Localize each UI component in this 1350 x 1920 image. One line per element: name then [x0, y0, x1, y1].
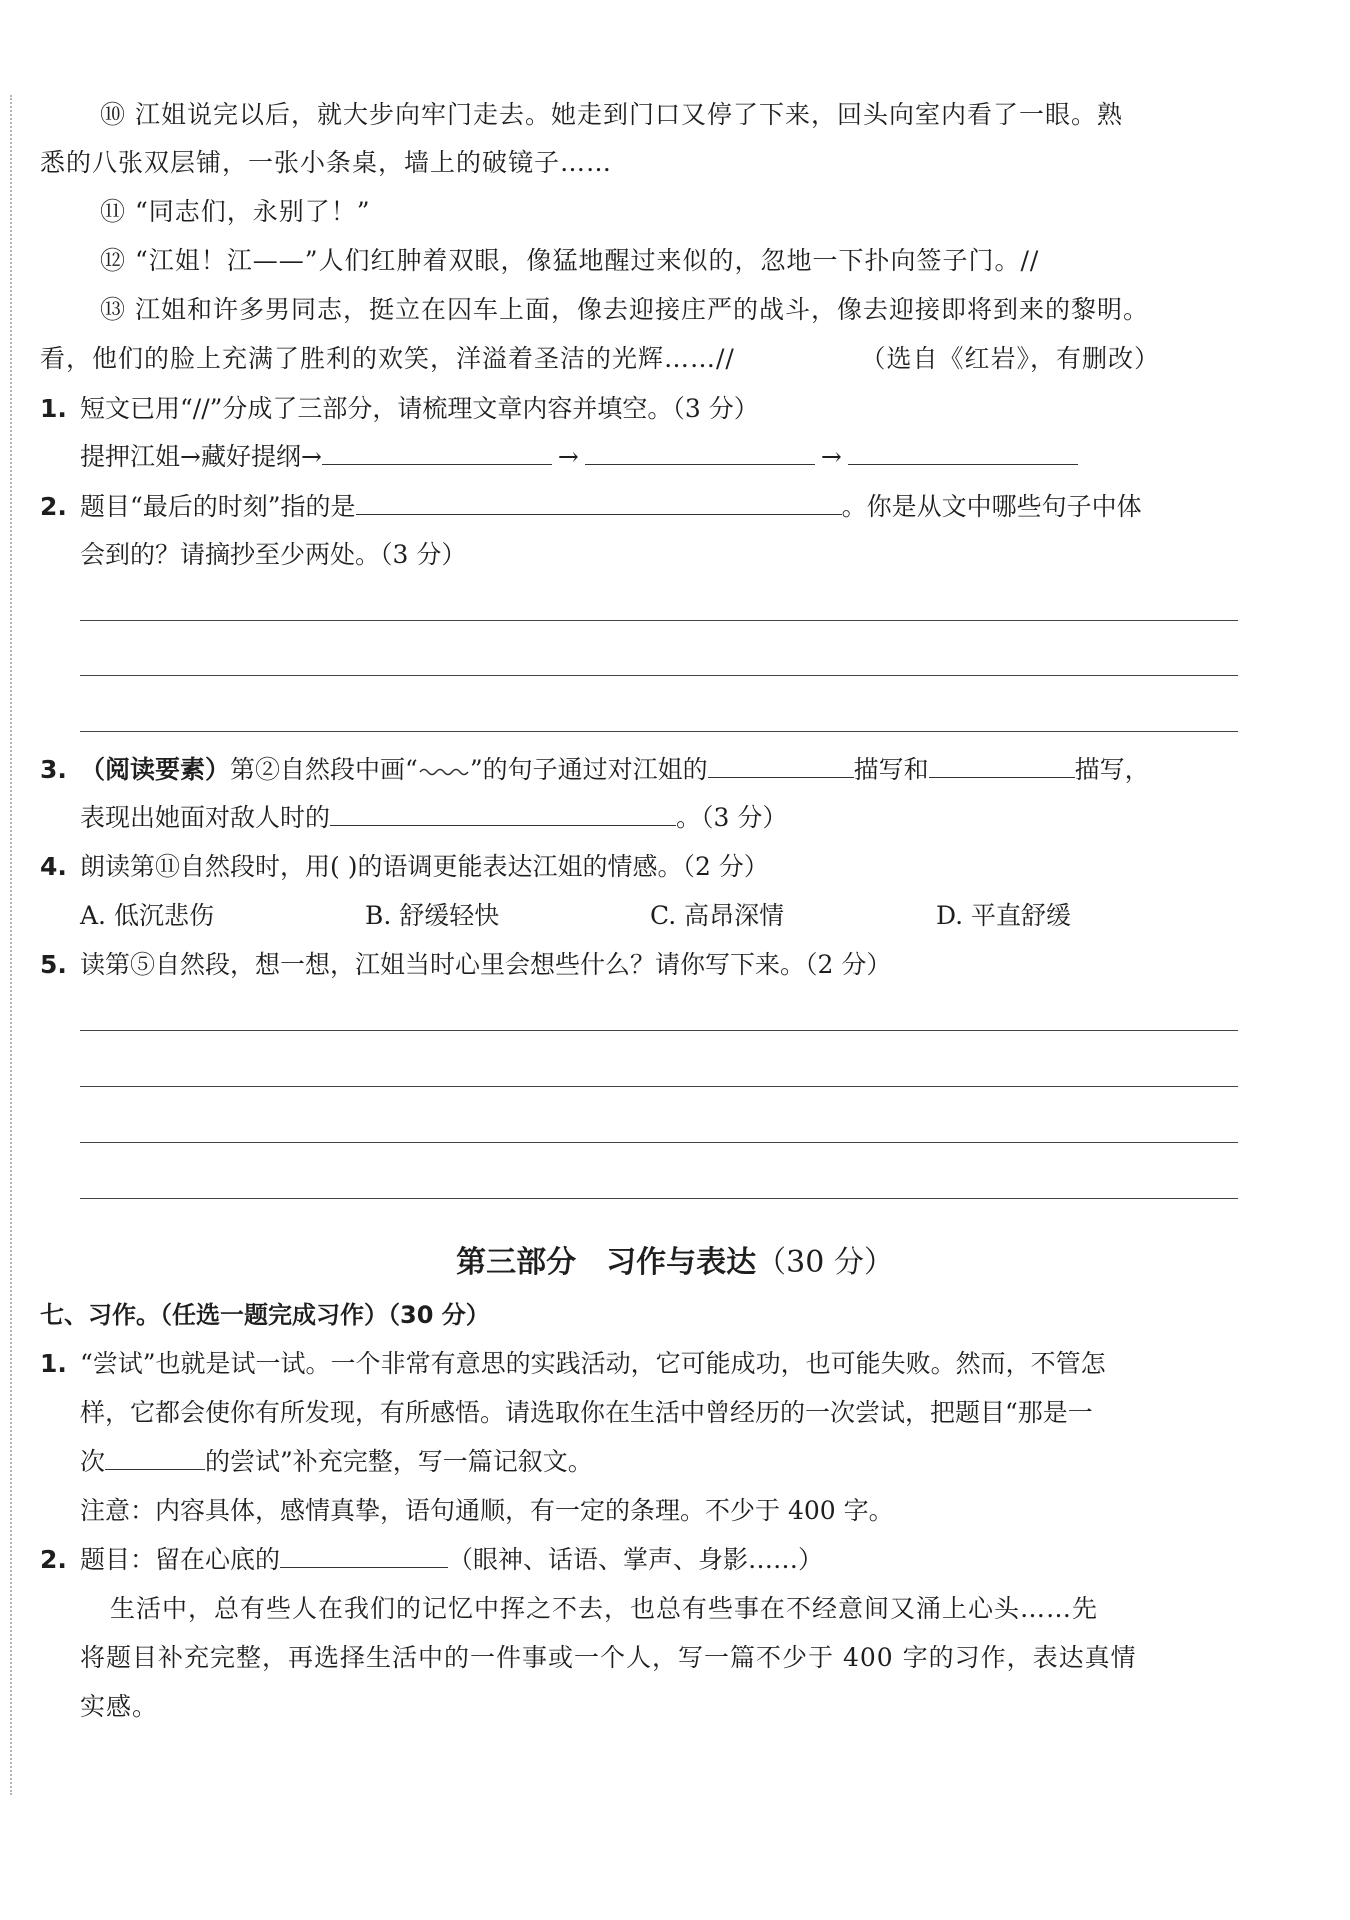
question-2-text-b: 。你是从文中哪些句子中体	[841, 492, 1142, 521]
answer-line[interactable]	[80, 1198, 1238, 1199]
topic-1-number: 1.	[40, 1349, 67, 1378]
topic-1-line1: “尝试”也就是试一试。一个非常有意思的实践活动，它可能成功，也可能失败。然而，不管怎	[80, 1349, 1106, 1378]
topic-1-line2: 样，它都会使你有所发现，有所感悟。请选取你在生活中曾经历的一次尝试，把题目“那是一	[80, 1398, 1093, 1427]
question-3	[40, 753, 1250, 787]
topic-2-line1: 生活中，总有些人在我们的记忆中挥之不去，也总有些事在不经意间又涌上心头……先	[110, 1594, 1099, 1623]
passage-p10-line1: ⑩ 江姐说完以后，就大步向牢门走去。她走到门口又停了下来，回头向室内看了一眼。熟	[100, 100, 1123, 129]
question-3-number: 3.	[40, 755, 67, 784]
topic-2-title-a: 题目：留在心底的	[80, 1545, 281, 1574]
option-a[interactable]: A. 低沉悲伤	[80, 901, 214, 930]
topic-2-blank[interactable]	[280, 1543, 448, 1568]
topic-2-title-b: （眼神、话语、掌声、身影……）	[448, 1545, 824, 1574]
topic-2-line2: 将题目补充完整，再选择生活中的一件事或一个人，写一篇不少于 400 字的习作，表达真情	[80, 1643, 1137, 1672]
topic-2	[40, 1543, 1250, 1577]
question-4-number: 4.	[40, 852, 67, 881]
topic-1-blank[interactable]	[105, 1445, 205, 1470]
answer-line[interactable]	[80, 1030, 1238, 1031]
passage-p10-line2: 悉的八张双层铺，一张小条桌，墙上的破镜子……	[40, 148, 613, 177]
question-3-text-c: 描写和	[853, 755, 929, 784]
section-seven-heading: 七、习作。（任选一题完成习作）（30 分）	[40, 1301, 490, 1329]
question-4	[40, 850, 1250, 884]
passage-p11: ⑪ “同志们，永别了！”	[100, 197, 371, 226]
question-5	[40, 948, 1250, 982]
passage-p13-text: 看，他们的脸上充满了胜利的欢笑，洋溢着圣洁的光辉……//	[40, 344, 735, 373]
part3-title: 第三部分 习作与表达	[456, 1245, 757, 1280]
arrow-icon: →	[820, 442, 842, 471]
topic-1-line3-b: 的尝试”补充完整，写一篇记叙文。	[205, 1447, 593, 1476]
option-b[interactable]: B. 舒缓轻快	[365, 901, 500, 930]
passage-p13-line2	[40, 342, 1250, 376]
question-3-text-d: 描写，	[1074, 755, 1150, 784]
question-1-blank-1[interactable]	[322, 440, 552, 465]
question-2-text-a: 题目“最后的时刻”指的是	[80, 492, 356, 521]
passage-p13-line1: ⑬ 江姐和许多男同志，挺立在囚车上面，像去迎接庄严的战斗，像去迎接即将到来的黎明。	[100, 295, 1149, 324]
topic-1-line3-a: 次	[80, 1447, 106, 1476]
question-3-text-a: 第②自然段中画“	[230, 755, 418, 784]
question-5-number: 5.	[40, 950, 67, 979]
wavy-underline-icon	[418, 766, 470, 778]
question-3-text-b: ”的句子通过对江姐的	[469, 755, 708, 784]
option-d[interactable]: D. 平直舒缓	[936, 901, 1072, 930]
question-1	[40, 392, 1250, 426]
answer-line[interactable]	[80, 731, 1238, 732]
question-3-blank-2[interactable]	[929, 753, 1075, 778]
option-c[interactable]: C. 高昂深情	[650, 901, 785, 930]
answer-line[interactable]	[80, 1086, 1238, 1087]
question-3-text-e: 表现出她面对敌人时的	[80, 803, 331, 832]
topic-1	[40, 1347, 1250, 1381]
topic-2-line3: 实感。	[80, 1692, 159, 1721]
arrow-icon: →	[557, 442, 579, 471]
question-2	[40, 490, 1250, 524]
question-2-number: 2.	[40, 492, 67, 521]
question-1-number: 1.	[40, 394, 67, 423]
part3-heading	[0, 1243, 1350, 1283]
topic-2-number: 2.	[40, 1545, 67, 1574]
question-1-blank-3[interactable]	[848, 440, 1078, 465]
question-2-text-c: 会到的？请摘抄至少两处。（3 分）	[80, 540, 467, 569]
question-3-blank-1[interactable]	[708, 753, 854, 778]
question-2-blank[interactable]	[356, 490, 842, 515]
part3-points: （30 分）	[756, 1245, 894, 1280]
question-1-flow-start: 提押江姐→藏好提纲→	[80, 442, 322, 471]
question-3-text-f: 。（3 分）	[676, 803, 788, 832]
question-5-text: 读第⑤自然段，想一想，江姐当时心里会想些什么？请你写下来。（2 分）	[80, 950, 892, 979]
answer-line[interactable]	[80, 1142, 1238, 1143]
topic-1-note: 注意：内容具体，感情真挚，语句通顺，有一定的条理。不少于 400 字。	[80, 1496, 894, 1525]
question-3-line2	[80, 801, 1290, 835]
binding-margin-line	[10, 95, 12, 1795]
passage-source: （选自《红岩》，有删改）	[860, 344, 1160, 373]
passage-p12: ⑫ “江姐！江——”人们红肿着双眼，像猛地醒过来似的，忽地一下扑向签子门。//	[100, 246, 1040, 275]
question-1-text: 短文已用“//”分成了三部分，请梳理文章内容并填空。（3 分）	[80, 394, 759, 423]
question-1-blank-2[interactable]	[585, 440, 815, 465]
question-1-flow	[80, 440, 1290, 474]
answer-line[interactable]	[80, 675, 1238, 676]
topic-1-line3	[80, 1445, 1290, 1479]
question-4-text: 朗读第⑪自然段时，用( )的语调更能表达江姐的情感。（2 分）	[80, 852, 769, 881]
answer-line[interactable]	[80, 620, 1238, 621]
question-3-blank-3[interactable]	[330, 801, 676, 826]
question-3-tag: （阅读要素）	[80, 755, 231, 784]
